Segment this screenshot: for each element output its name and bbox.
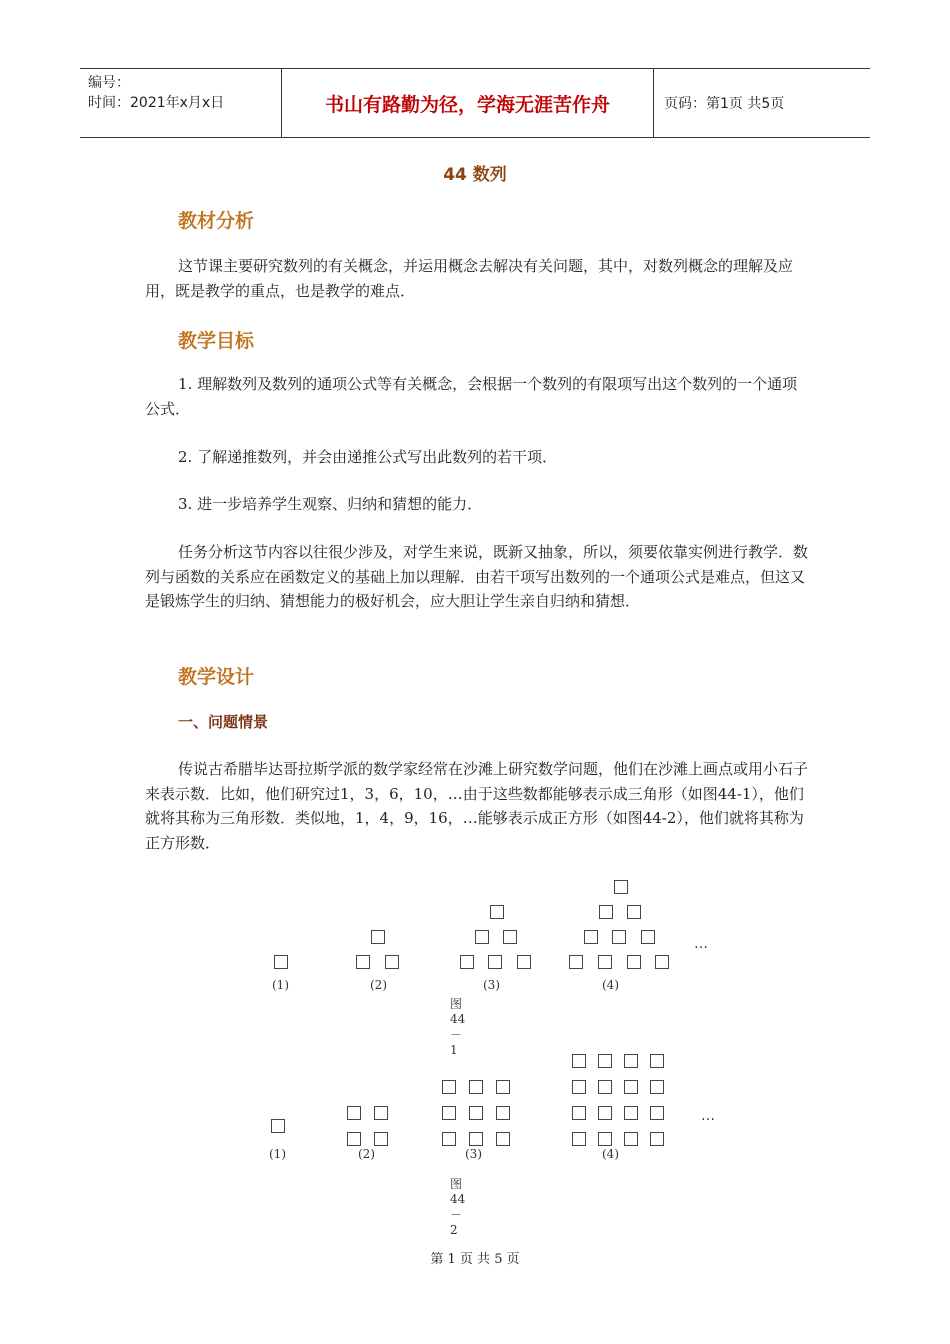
pebble-square — [627, 955, 641, 969]
figure-label: (3) — [465, 1147, 482, 1161]
header-motto: 书山有路勤为径，学海无涯苦作舟 — [282, 69, 654, 137]
pebble-square — [490, 905, 504, 919]
pebble-square — [655, 955, 669, 969]
pebble-square — [598, 1054, 612, 1068]
figure-label: (3) — [483, 978, 500, 992]
pebble-square — [442, 1132, 456, 1146]
pebble-square — [572, 1054, 586, 1068]
pebble-square — [274, 955, 288, 969]
pebble-square — [650, 1106, 664, 1120]
pebble-square — [624, 1106, 638, 1120]
pebble-square — [598, 1132, 612, 1146]
pebble-square — [641, 930, 655, 944]
figure-label: (2) — [370, 978, 387, 992]
pebble-square — [598, 1080, 612, 1094]
pebble-square — [442, 1106, 456, 1120]
header-meta — [80, 69, 282, 137]
code-label: 编号： — [88, 75, 130, 91]
pebble-square — [475, 930, 489, 944]
pebble-square — [374, 1106, 388, 1120]
problem-paragraph: 传说古希腊毕达哥拉斯学派的数学家经常在沙滩上研究数学问题，他们在沙滩上画点或用小石子来表示数．比如，他们研究过1，3，6，10，…由于这些数都能够表示成三角形（如图44-1），他们就将其称为三角形数．类似地，1，4，9，16，…能够表示成正方形（如图44-2），他们就将其称为正方形数． — [145, 760, 809, 852]
goals-heading: 教学目标 — [178, 330, 255, 352]
design-heading: 教学设计 — [178, 666, 255, 688]
problem-heading: 一、问题情景 — [178, 713, 269, 731]
ellipsis: … — [701, 1108, 715, 1124]
figure-label: (1) — [269, 1147, 286, 1161]
pebble-square — [442, 1080, 456, 1094]
figure-label: (2) — [358, 1147, 375, 1161]
task-analysis-paragraph: 任务分析这节内容以往很少涉及，对学生来说，既新又抽象，所以，须要依靠实例进行教学．数列与函数的关系应在函数定义的基础上加以理解．由若干项写出数列的一个通项公式是难点，但这又是锻炼学生的归纳、猜想能力的极好机会，应大胆让学生亲自归纳和猜想． — [145, 543, 809, 610]
pebble-square — [385, 955, 399, 969]
pebble-square — [347, 1106, 361, 1120]
time-label: 时间：2021年x月x日 — [88, 95, 225, 111]
goal-1: 1. 理解数列及数列的通项公式等有关概念，会根据一个数列的有限项写出这个数列的一个通项公式． — [145, 375, 798, 418]
pebble-square — [496, 1132, 510, 1146]
pebble-square — [624, 1054, 638, 1068]
pebble-square — [598, 955, 612, 969]
pebble-square — [503, 930, 517, 944]
pebble-square — [612, 930, 626, 944]
pebble-square — [572, 1106, 586, 1120]
pebble-square — [517, 955, 531, 969]
pebble-square — [469, 1132, 483, 1146]
page-footer: 第 1 页 共 5 页 — [430, 1252, 520, 1267]
pebble-square — [371, 930, 385, 944]
page-header — [80, 68, 870, 138]
header-page-info: 页码：第1页 共5页 — [664, 96, 785, 112]
goal-2: 2. 了解递推数列，并会由递推公式写出此数列的若干项． — [178, 448, 558, 466]
pebble-square — [496, 1080, 510, 1094]
pebble-square — [584, 930, 598, 944]
pebble-square — [496, 1106, 510, 1120]
analysis-paragraph: 这节课主要研究数列的有关概念，并运用概念去解决有关问题，其中，对数列概念的理解及应用，既是教学的重点，也是教学的难点． — [145, 257, 794, 300]
pebble-square — [627, 905, 641, 919]
pebble-square — [374, 1132, 388, 1146]
ellipsis: … — [694, 936, 708, 952]
pebble-square — [624, 1080, 638, 1094]
pebble-square — [356, 955, 370, 969]
pebble-square — [347, 1132, 361, 1146]
pebble-square — [614, 880, 628, 894]
pebble-square — [271, 1119, 285, 1133]
pebble-square — [460, 955, 474, 969]
figure-caption: 图 44 － 2 — [450, 1177, 466, 1237]
figure-label: (4) — [602, 1147, 619, 1161]
pebble-square — [469, 1106, 483, 1120]
pebble-square — [650, 1080, 664, 1094]
goal-3: 3. 进一步培养学生观察、归纳和猜想的能力． — [178, 495, 483, 513]
document-title: 44 数列 — [443, 165, 507, 185]
pebble-square — [650, 1054, 664, 1068]
figure-label: (4) — [602, 978, 619, 992]
pebble-square — [469, 1080, 483, 1094]
analysis-heading: 教材分析 — [178, 210, 255, 232]
pebble-square — [572, 1080, 586, 1094]
pebble-square — [598, 1106, 612, 1120]
figure-label: (1) — [272, 978, 289, 992]
pebble-square — [572, 1132, 586, 1146]
pebble-square — [488, 955, 502, 969]
pebble-square — [599, 905, 613, 919]
pebble-square — [624, 1132, 638, 1146]
figure-caption: 图 44 － 1 — [450, 997, 466, 1057]
pebble-square — [650, 1132, 664, 1146]
pebble-square — [569, 955, 583, 969]
